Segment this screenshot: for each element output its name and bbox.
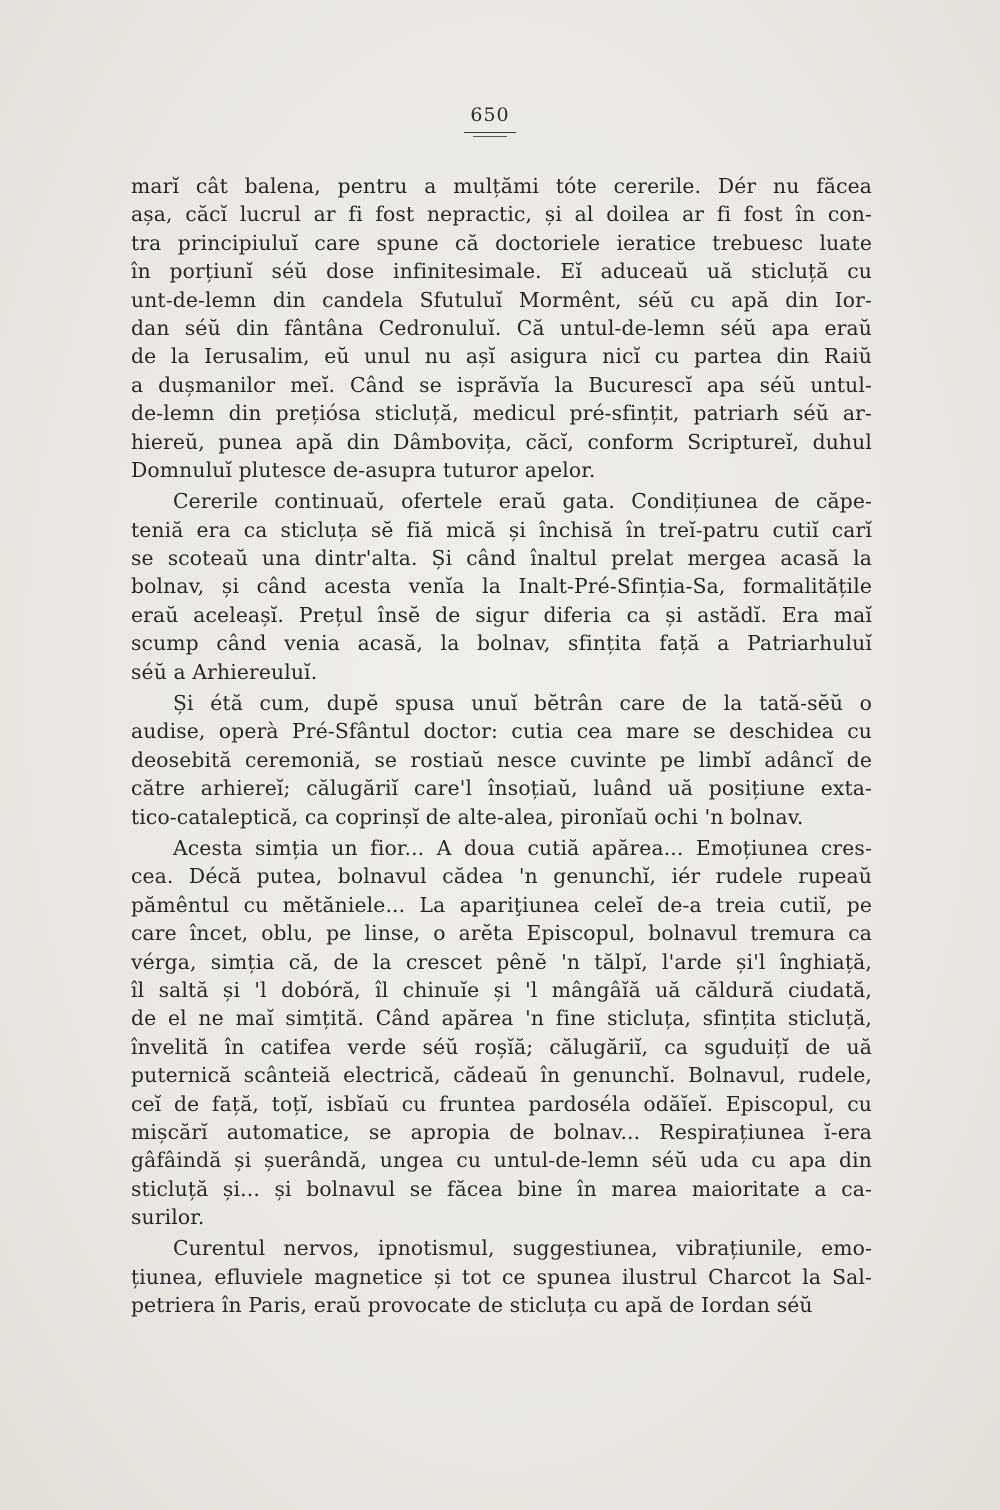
text-line: séŭ a Arhiereuluĭ. [131, 659, 318, 684]
page-header [440, 104, 540, 137]
text-line: audise, operà Pré-Sfântul doctor: cutia cea mare se deschidea cu [131, 719, 872, 744]
text-line: Cererile continuaŭ, ofertele eraŭ gata. Condițiunea de căpe- [173, 489, 872, 514]
text-line: tra principiuluĭ care spune că doctoriele ieratice trebuesc luate [131, 230, 872, 255]
paragraph [131, 172, 872, 484]
text-line: deosebită ceremoniă, se rostiaŭ nesce cuvinte pe limbĭ adâncĭ de [131, 747, 872, 772]
text-line: ceĭ de față, toțĭ, isbĭaŭ cu fruntea pardoséla odăĭeĭ. Episcopul, cu [131, 1091, 872, 1116]
text-line: se scoteaŭ una dintr'alta. Și când înaltul prelat mergea acasă la [131, 546, 872, 571]
text-line: îl saltă și 'l dobóră, îl chinuĭe și 'l mângâĭă uă căldură ciudată, [131, 977, 872, 1002]
text-line: bolnav, și când acesta venĭa la Inalt-Pré-Sfinția-Sa, formalitățile [131, 574, 872, 599]
text-line: Și étă cum, dupĕ spusa unuĭ bĕtrân care de la tată-sĕŭ o [173, 691, 872, 716]
text-line: a dușmanilor meĭ. Când se isprăvĭa la Bucurescĭ apa séŭ untul- [131, 372, 872, 397]
text-line: tico-cataleptică, ca coprinșĭ de alte-alea, pironĭaŭ ochi 'n bolnav. [131, 804, 804, 829]
text-line: așa, căcĭ lucrul ar fi fost nepractic, și al doilea ar fi fost în con- [131, 202, 872, 227]
text-line: de-lemn din prețiósa sticluță, medicul pré-sfințit, patriarh séŭ ar- [131, 401, 872, 426]
text-line: Acesta simția un fior... A doua cutiă apărea... Emoțiunea cres- [173, 835, 872, 860]
text-line: marĭ cât balena, pentru a mulțămi tóte cererile. Dér nu făcea [131, 174, 872, 198]
text-line: de la Ierusalim, eŭ unul nu așĭ asigura nicĭ cu partea din Raiŭ [131, 344, 872, 369]
text-line: puternică scânteiă electrică, cădeaŭ în genunchĭ. Bolnavul, rudele, [131, 1063, 872, 1088]
text-line: de el ne maĭ simțită. Când apărea 'n fine sticluța, sfințita sticluță, [131, 1006, 872, 1031]
text-line: petriera în Paris, eraŭ provocate de sticluța cu apă de Iordan séŭ [131, 1293, 813, 1318]
text-line: Domnuluĭ plutesce de-asupra tuturor apelor. [131, 457, 596, 482]
text-line: scump când venia acasă, la bolnav, sfințita față a Patriarhuluĭ [131, 631, 872, 656]
text-line: țiunea, efluviele magnetice și tot ce spunea ilustrul Charcot la Sal- [131, 1264, 872, 1289]
text-line: surilor. [131, 1205, 205, 1230]
text-line: eraŭ aceleașĭ. Prețul însĕ de sigur diferia ca și astădĭ. Era maĭ [131, 602, 872, 627]
text-line: vérga, simția că, de la crescet pênĕ 'n tălpĭ, l'arde și'l înghiață, [131, 949, 872, 974]
text-line: teniă era ca sticluța sĕ fiă mică și închisă în treĭ-patru cutiĭ carĭ [131, 517, 872, 542]
paragraph [131, 1234, 872, 1319]
text-line: pămêntul cu mĕtăniele... La apariţiunea celeĭ de-a treia cutiĭ, pe [131, 892, 872, 917]
text-line: hiereŭ, punea apă din Dâmbovița, căcĭ, conform Scripturеĭ, duhul [131, 429, 872, 454]
body-text [131, 172, 872, 1320]
text-line: gâfâindă și șuerândă, ungea cu untul-de-lemn séŭ uda cu apa din [131, 1148, 872, 1173]
text-line: învelită în catifea verde séŭ roșĭă; călugăriĭ, ca sguduițĭ de uă [131, 1034, 872, 1059]
text-line: către arhiereĭ; călugăriĭ care'l însoțiaŭ, luând uă posițiune exta- [131, 776, 872, 801]
text-line: Curentul nervos, ipnotismul, suggestiunea, vibrațiunile, emo- [173, 1236, 872, 1261]
text-line: dan séŭ din fântâna Cedronuluĭ. Că untul-de-lemn séŭ apa eraŭ [131, 315, 872, 340]
text-line: care încet, oblu, pe linse, o arĕta Episcopul, bolnavul tremura ca [131, 921, 872, 946]
text-line: sticluță și... și bolnavul se făcea bine în marea maioritate a ca- [131, 1176, 872, 1201]
paragraph [131, 689, 872, 831]
paragraph [131, 487, 872, 686]
page-number: 650 [464, 104, 515, 133]
header-rule [473, 136, 507, 137]
text-line: mișcărĭ automatice, se apropia de bolnav... Respirațiunea ĭ-era [131, 1119, 872, 1144]
text-line: unt-de-lemn din candela Sfutuluĭ Mormênt, séŭ cu apă din Ior- [131, 287, 872, 312]
text-line: în porțiunĭ séŭ dose infinitesimale. Eĭ aduceaŭ uă sticluță cu [131, 259, 872, 284]
text-line: cea. Décă putea, bolnavul cădea 'n genunchĭ, iér rudele rupeaŭ [131, 864, 872, 889]
paragraph [131, 834, 872, 1231]
